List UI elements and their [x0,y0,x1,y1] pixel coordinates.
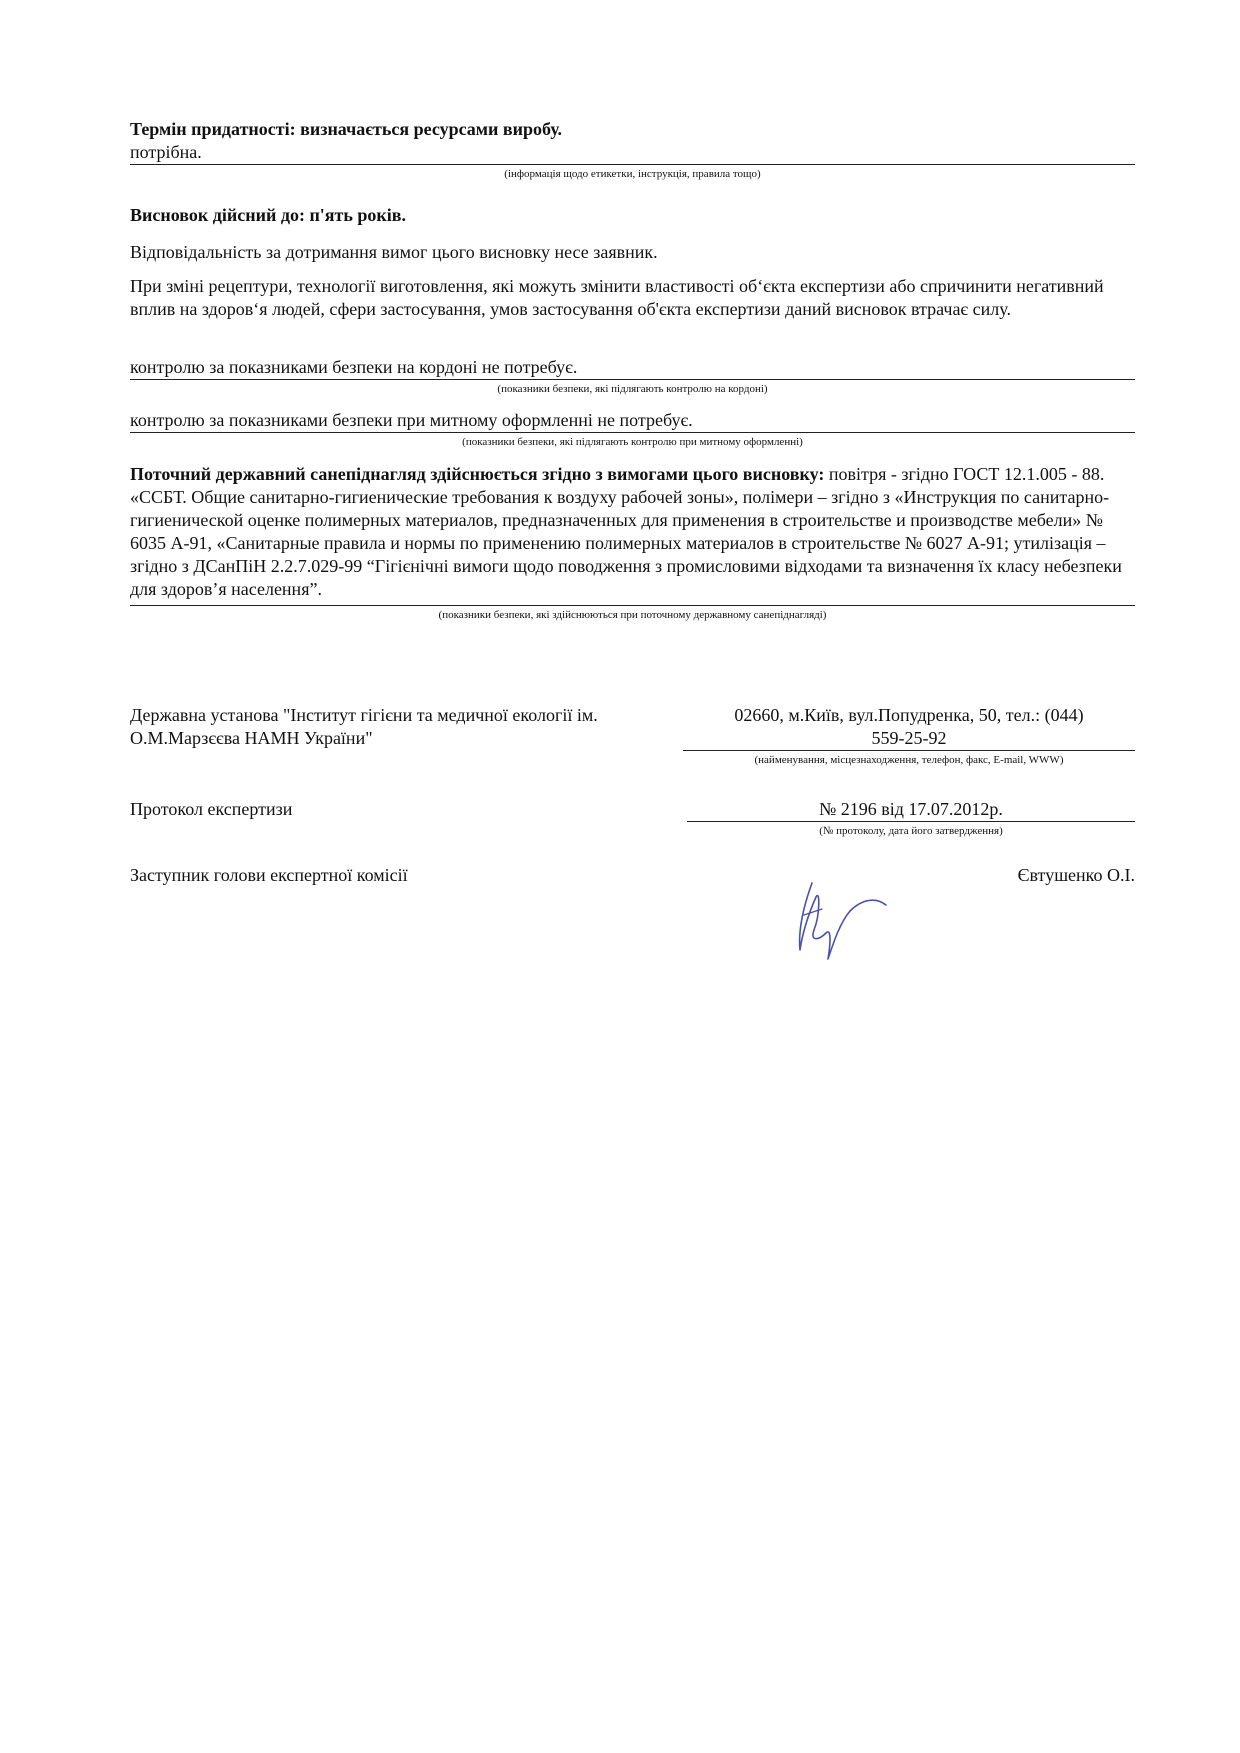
border-control-text: контролю за показниками безпеки на кордоні не потребує. [130,356,1135,380]
supervision-lead: Поточний державний санепіднагляд здійснюється згідно з вимогами цього висновку: [130,464,825,484]
institution-address-line2: 559-25-92 [871,728,947,748]
institution-caption: (найменування, місцезнаходження, телефон, факс, E-mail, WWW) [754,754,1064,766]
institution-address [683,704,1135,751]
institution-name-block [130,704,600,750]
institution-name: Державна установа "Інститут гігієни та медичної екології ім. О.М.Марзєєва НАМН України" [130,705,598,748]
shelf-life-label: Термін придатності: визначається ресурсами виробу. [130,119,563,139]
protocol-label-block [130,798,292,821]
change-notice-section [130,275,1120,321]
customs-control-section [130,409,1135,449]
validity-section [130,204,1135,227]
institution-address-line1: 02660, м.Київ, вул.Попудренка, 50, тел.: (044) [734,705,1084,725]
shelf-life-section [130,118,1135,181]
signatory-position-block [130,864,408,887]
customs-control-text: контролю за показниками безпеки при митному оформленні не потребує. [130,409,1135,433]
shelf-life-value: потрібна. [130,141,1135,165]
shelf-life-caption: (інформація щодо етикетки, інструкція, правила тощо) [504,168,761,180]
institution-address-block [683,704,1135,767]
handwritten-signature [790,875,900,965]
responsibility-section [130,241,1135,264]
signatory-position: Заступник голови експертної комісії [130,865,408,885]
supervision-text [130,463,1135,606]
protocol-value-block [687,798,1135,838]
change-notice-text: При зміні рецептури, технології виготовлення, які можуть змінити властивості об‘єкта експертизи або спричинити негативний вплив на здоров‘я людей, сфери застосування, умов застосування об'єкта експертизи даний висновок втрачає силу. [130,276,1104,319]
border-control-section [130,356,1135,396]
supervision-body: повітря - згідно ГОСТ 12.1.005 - 88. «ССБТ. Общие санитарно-гигиенические требования к воздуху рабочей зоны», полімери – згідно з «Инструкция по санитарно-гигиенической оценке полимерных материалов, предназначенных для применения в строительстве и производстве мебели» № 6035 А-91, «Санитарные правила и нормы по применению полимерных материалов в строительстве № 6027 А-91; утилізація – згідно з ДСанПіН 2.2.7.029-99 “Гігієнічні вимоги щодо поводження з промисловими відходами та визначення їх класу небезпеки для здоров’я населення”. [130,464,1122,599]
signatory-name: Євтушенко О.І. [1017,865,1135,885]
customs-control-caption: (показники безпеки, які підлягають контролю при митному оформленні) [462,436,803,448]
supervision-section [130,463,1135,622]
validity-text: Висновок дійсний до: п'ять років. [130,205,407,225]
protocol-value: № 2196 від 17.07.2012р. [687,798,1135,822]
protocol-caption: (№ протоколу, дата його затвердження) [819,825,1003,837]
supervision-caption: (показники безпеки, які здійснюються при поточному державному санепіднагляді) [438,609,827,621]
responsibility-text: Відповідальність за дотримання вимог цього висновку несе заявник. [130,242,658,262]
protocol-label: Протокол експертизи [130,799,293,819]
signatory-name-block [1018,864,1135,887]
border-control-caption: (показники безпеки, які підлягають контролю на кордоні) [497,383,768,395]
